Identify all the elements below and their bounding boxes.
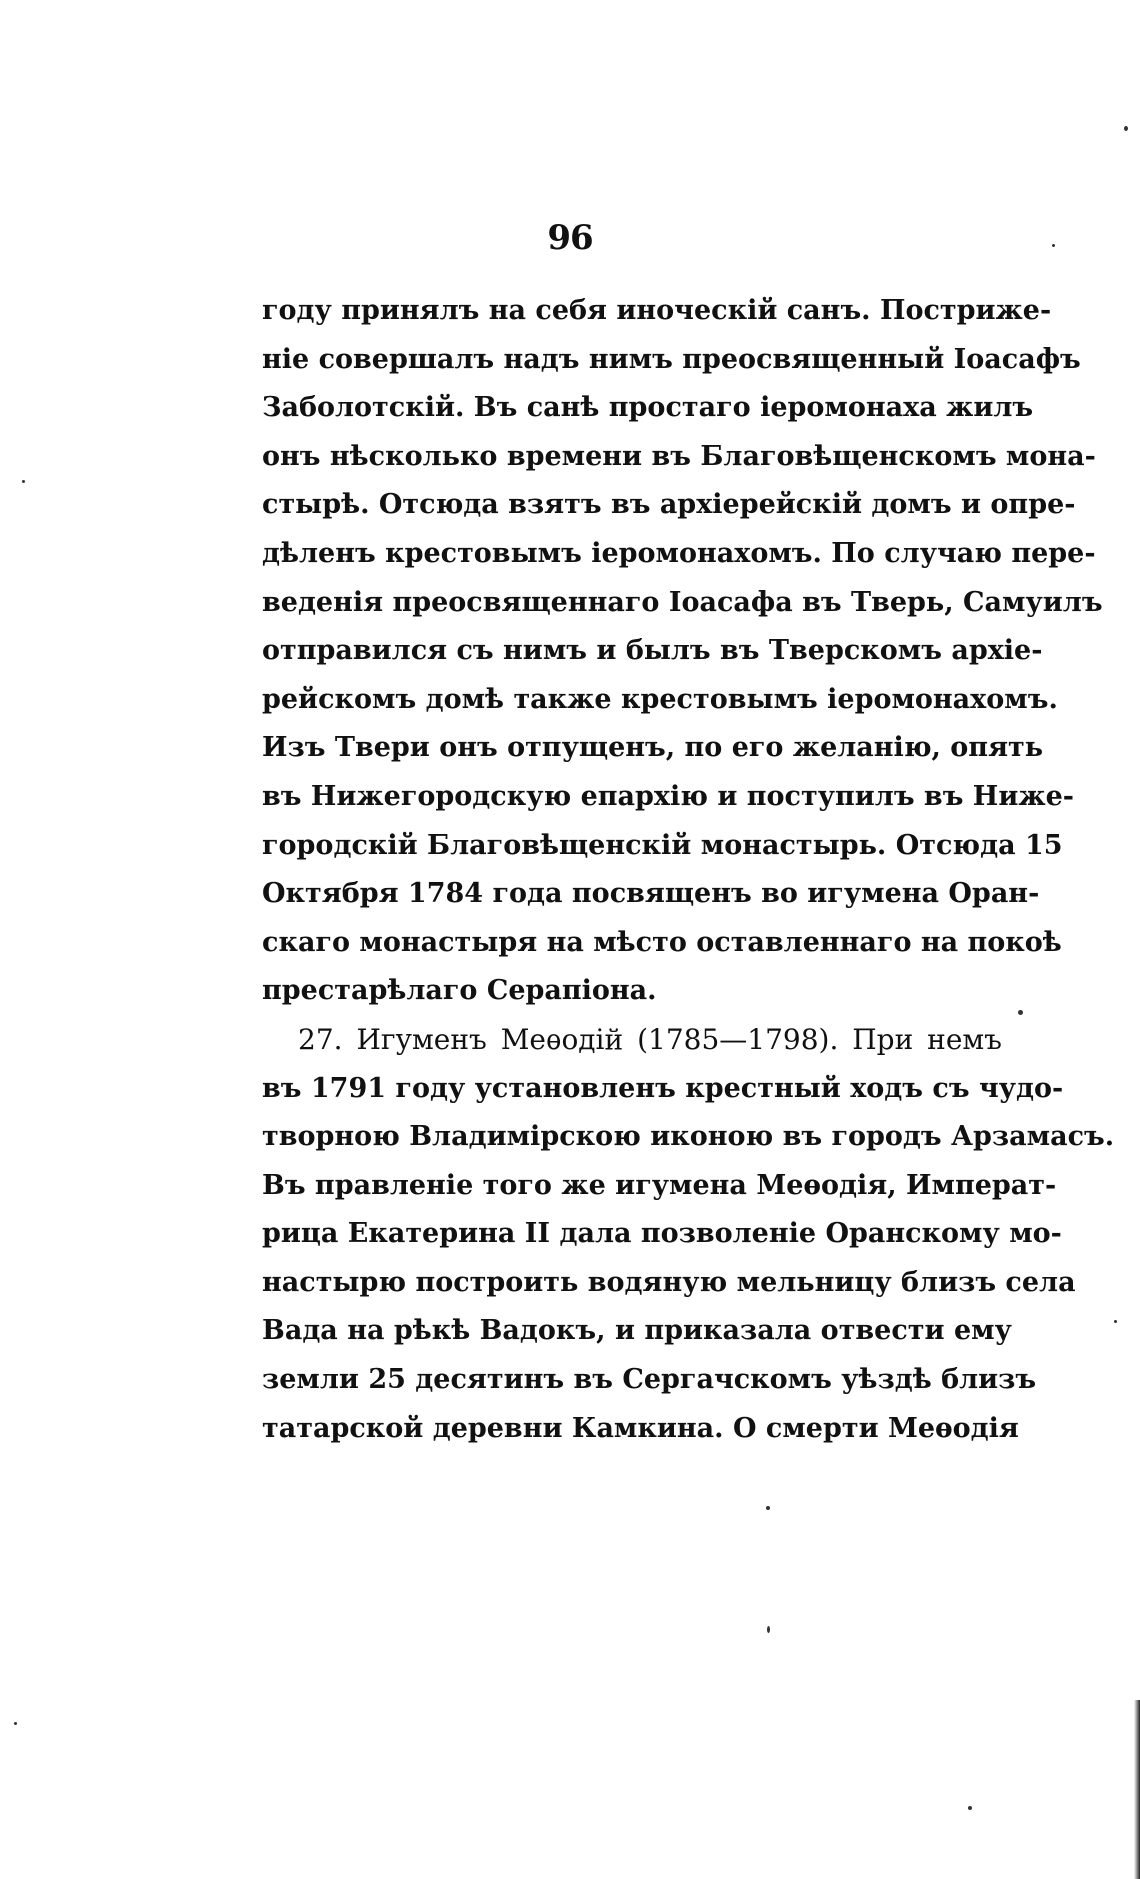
text-line-7: веденія преосвященнаго Іоасафа въ Тверь, Самуилъ [262, 586, 1103, 618]
body-text [262, 287, 1115, 1453]
scan-speck [1124, 126, 1128, 131]
text-line-11: въ Нижегородскую епархію и поступилъ въ Ниже- [262, 780, 1074, 812]
text-line-4: онъ нѣсколько времени въ Благовѣщенскомъ мона- [262, 440, 1096, 472]
scan-speck [1052, 244, 1055, 247]
text-line-10: Изъ Твери онъ отпущенъ, по его желанію, опять [262, 732, 1044, 764]
text-line-20: рица Екатерина II дала позволеніе Оранскому мо- [262, 1218, 1062, 1250]
text-line-5: стырѣ. Отсюда взятъ въ архіерейскій домъ и опре- [262, 489, 1076, 521]
text-line-18: творною Владимірскою иконою въ городъ Арзамасъ. [262, 1121, 1115, 1153]
text-line-1: году принялъ на себя иноческій санъ. Постриже- [262, 295, 1052, 326]
text-line-24: татарской деревни Камкина. О смерти Меѳодія [262, 1412, 1019, 1444]
scan-edge-shadow [1134, 1700, 1140, 1879]
text-line-12: городскій Благовѣщенскій монастырь. Отсюда 15 [262, 829, 1063, 861]
text-line-3: Заболотскій. Въ санѣ простаго іеромонаха жилъ [262, 392, 1034, 424]
text-line-23: земли 25 десятинъ въ Сергачскомъ уѣздѣ близъ [262, 1364, 1037, 1396]
scan-speck [1114, 1320, 1117, 1323]
text-line-22: Вада на рѣкѣ Вадокъ, и приказала отвести ему [262, 1315, 1012, 1347]
text-line-15: престарѣлаго Серапіона. [262, 975, 657, 1007]
scan-speck [766, 1506, 770, 1510]
text-line-14: скаго монастыря на мѣсто оставленнаго на покоѣ [262, 926, 1062, 958]
text-line-13: Октября 1784 года посвященъ во игумена Оран- [262, 878, 1040, 910]
scan-speck [1018, 1010, 1023, 1015]
page-number: 96 [547, 218, 593, 258]
scan-speck [14, 1722, 17, 1725]
text-line-2: ніе совершалъ надъ нимъ преосвященный Іоасафъ [262, 343, 1081, 375]
text-line-21: настырю построить водяную мельницу близъ села [262, 1266, 1076, 1298]
scan-speck [22, 480, 25, 483]
text-line-6: дѣленъ крестовымъ іеромонахомъ. По случаю пере- [262, 537, 1096, 569]
text-line-17: въ 1791 году установленъ крестный ходъ съ чудо- [262, 1072, 1064, 1104]
text-line-9: рейскомъ домѣ также крестовымъ іеромонахомъ. [262, 683, 1058, 715]
text-line-19: Въ правленіе того же игумена Меѳодія, Императ- [262, 1169, 1057, 1201]
scan-speck [968, 1806, 972, 1810]
text-line-16: 27. Игуменъ Меѳодій (1785—1798). При немъ [298, 1022, 1002, 1056]
text-line-8: отправился съ нимъ и былъ въ Тверскомъ архіе- [262, 635, 1043, 667]
scan-speck [767, 1626, 770, 1633]
